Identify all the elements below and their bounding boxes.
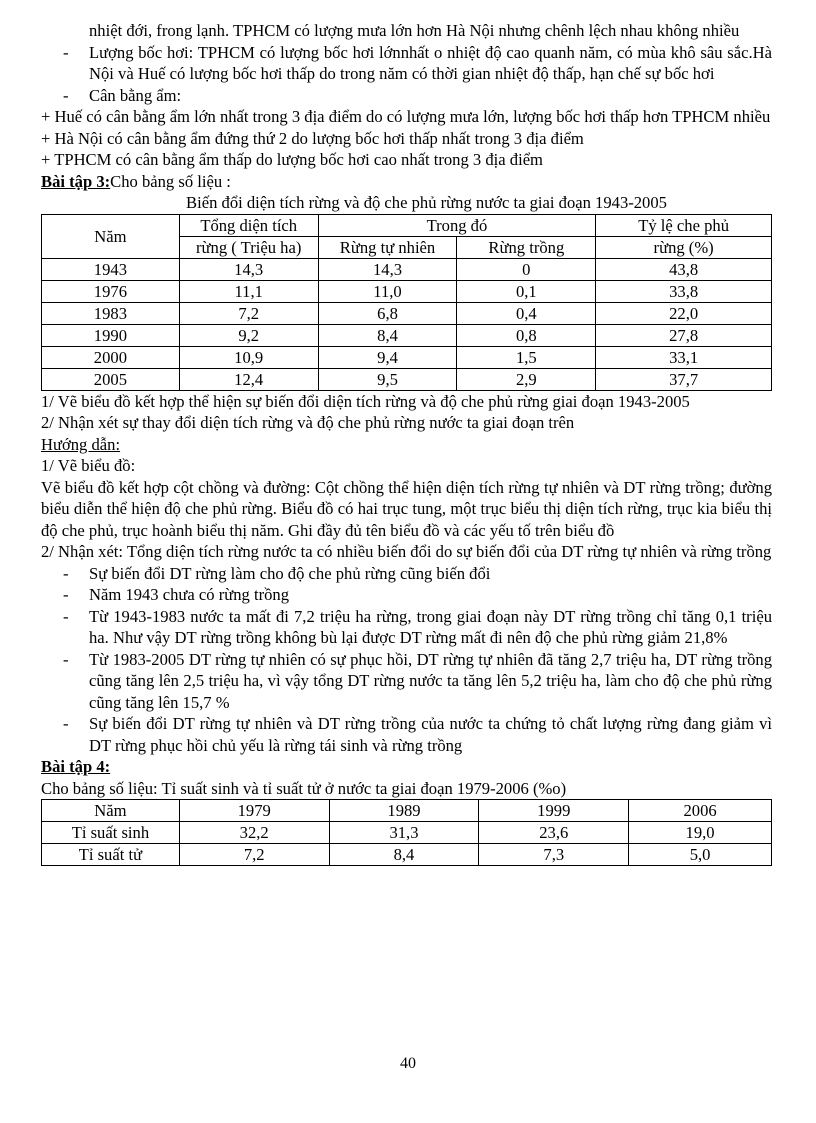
table-cell: 19,0 [629,822,772,844]
table-cell: 1943 [42,258,180,280]
table-cell: 7,2 [179,302,318,324]
table-cell: 8,4 [318,324,457,346]
table-row [42,822,772,844]
table-cell: Tỉ suất sinh [42,822,180,844]
document-page [41,20,772,866]
table-cell: 0 [457,258,596,280]
table-cell: 31,3 [329,822,479,844]
table-row [42,346,772,368]
table-cell: 0,1 [457,280,596,302]
header-total-1: Tổng diện tích [179,214,318,236]
table-cell: 11,1 [179,280,318,302]
table-header-cell: 1989 [329,800,479,822]
hanoi-text: + Hà Nội có cân bằng ẩm đứng thứ 2 do lượng bốc hơi thấp nhất trong 3 địa điểm [41,128,584,148]
exercise-3-heading [41,171,772,193]
question-2: 2/ Nhận xét sự thay đổi diện tích rừng và độ che phủ rừng nước ta giai đoạn trên [41,413,575,432]
table-row [42,324,772,346]
table-cell: 33,8 [596,280,772,302]
balance-item: - Cân bằng ẩm: [63,85,182,105]
forest-table [41,214,772,391]
list-item: - Năm 1943 chưa có rừng trồng [63,585,290,604]
table-cell: 9,5 [318,368,457,390]
table-header-cell: 1979 [179,800,329,822]
list-item: - Từ 1983-2005 DT rừng tự nhiên có sự phục hồi, DT rừng tự nhiên đã tăng 2,7 triệu ha, DT rừng trồng cũng tăng lên 2,5 triệu ha, vì vậy tổng DT rừng nước ta tăng lên 5,2 triệu ha, làm cho độ che phủ rừng cũng tăng lên 15,7 % [63,649,772,712]
birth-death-table [41,799,772,866]
exercise-3-table-caption: Biến đổi diện tích rừng và độ che phủ rừng nước ta giai đoạn 1943-2005 [186,193,667,212]
table-cell: 7,2 [179,844,329,866]
evaporation-text: Lượng bốc hơi: TPHCM có lượng bốc hơi lớnnhất o nhiệt độ cao quanh năm, có mùa khô sâu sắc.Hà Nội và Huế có lượng bốc hơi thấp do trong năm có thời gian nhiệt độ thấp, hạn chế sự bốc hơi [89,42,772,83]
table-cell: 6,8 [318,302,457,324]
table-cell: 37,7 [596,368,772,390]
table-header-cell: Năm [42,800,180,822]
table-header-cell: 2006 [629,800,772,822]
list-item-text: Sự biến đổi DT rừng tự nhiên và DT rừng trồng của nước ta chứng tỏ chất lượng rừng đang giảm vì DT rừng phục hồi chủ yếu là rừng tái sinh và rừng trồng [89,714,772,755]
evaporation-item: - Lượng bốc hơi: TPHCM có lượng bốc hơi lớnnhất o nhiệt độ cao quanh năm, có mùa khô sâu sắc.Hà Nội và Huế có lượng bốc hơi thấp do trong năm có thời gian nhiệt độ thấp, hạn chế sự bốc hơi [63,42,772,83]
table-cell: 1990 [42,324,180,346]
page-number: 40 [400,1055,416,1072]
table-cell: 10,9 [179,346,318,368]
exercise-3-label: Bài tập 3: [41,171,111,191]
table-cell: 9,2 [179,324,318,346]
table-row [42,302,772,324]
exercise-4-label: Bài tập 4: [41,757,111,776]
table-cell: 27,8 [596,324,772,346]
header-natural: Rừng tự nhiên [318,236,457,258]
table-cell: 1976 [42,280,180,302]
table-cell: 2,9 [457,368,596,390]
table-cell: 14,3 [179,258,318,280]
header-total-2: rừng ( Triệu ha) [179,236,318,258]
table-cell: 0,4 [457,302,596,324]
list-item-text: Sự biến đổi DT rừng làm cho độ che phủ rừng cũng biến đổi [89,563,491,583]
guide-1-text: Vẽ biểu đồ kết hợp cột chồng và đường: Cột chồng thể hiện diện tích rừng tự nhiên và DT rừng trồng; đường biểu diễn thể hiện độ che phủ rừng. Biểu đồ có hai trục tung, một trục biểu thị diện tích rừng, trục kia biểu thị độ che phủ, trục hoành biểu thị năm. Ghi đầy đủ tên biểu đồ và các yếu tố trên biểu đồ [41,477,772,540]
list-item-text: Năm 1943 chưa có rừng trồng [89,585,290,604]
table-cell: 12,4 [179,368,318,390]
list-item-text: Từ 1943-1983 nước ta mất đi 7,2 triệu ha rừng, trong giai đoạn này DT rừng trồng chỉ tăng 0,1 triệu ha. Như vậy DT rừng trồng không bù lại được DT rừng mất đi nên độ che phủ rừng giảm 21,8% [89,606,772,647]
list-item-text: Từ 1983-2005 DT rừng tự nhiên có sự phục hồi, DT rừng tự nhiên đã tăng 2,7 triệu ha, DT rừng trồng cũng tăng lên 2,5 triệu ha, vì vậy tổng DT rừng nước ta tăng lên 5,2 triệu ha, làm cho độ che phủ rừng cũng tăng lên 15,7 % [89,649,772,712]
hue-text: + Huế có cân bằng ẩm lớn nhất trong 3 địa điểm do có lượng mưa lớn, lượng bốc hơi thấp hơn TPHCM nhiều [41,107,771,126]
question-1: 1/ Vẽ biểu đồ kết hợp thể hiện sự biến đổi diện tích rừng và độ che phủ rừng giai đoạn 1943-2005 [41,391,690,411]
header-cover-1: Tỷ lệ che phủ [596,214,772,236]
guide-heading: Hướng dẫn: [41,434,121,454]
table-cell: 1983 [42,302,180,324]
table-cell: 5,0 [629,844,772,866]
table-row [42,280,772,302]
list-item: - Từ 1943-1983 nước ta mất đi 7,2 triệu ha rừng, trong giai đoạn này DT rừng trồng chỉ tăng 0,1 triệu ha. Như vậy DT rừng trồng không bù lại được DT rừng mất đi nên độ che phủ rừng giảm 21,8% [63,606,772,647]
table-cell: 33,1 [596,346,772,368]
table-cell: 0,8 [457,324,596,346]
intro-rain-text: nhiệt đới, frong lạnh. TPHCM có lượng mưa lớn hơn Hà Nội nhưng chênh lệch nhau không nhiều [89,21,740,40]
table-row [42,368,772,390]
exercise-4-caption: Cho bảng số liệu: Tỉ suất sinh và tỉ suất tử ở nước ta giai đoạn 1979-2006 (%o) [41,778,567,798]
guide-2-text: 2/ Nhận xét: Tổng diện tích rừng nước ta có nhiều biến đổi do sự biến đổi của DT rừng tự nhiên và rừng trồng [41,542,772,561]
exercise-3-lead: Cho bảng số liệu : [110,171,231,191]
list-item: - Sự biến đổi DT rừng làm cho độ che phủ rừng cũng biến đổi [63,563,491,583]
header-cover-2: rừng (%) [596,236,772,258]
table-cell: 11,0 [318,280,457,302]
table-cell: 43,8 [596,258,772,280]
header-planted: Rừng trồng [457,236,596,258]
table-row [42,258,772,280]
table-cell: 22,0 [596,302,772,324]
header-year: Năm [42,214,180,258]
table-row [42,844,772,866]
table-cell: 2005 [42,368,180,390]
guide-1-heading: 1/ Vẽ biểu đồ: [41,456,136,475]
table-cell: 1,5 [457,346,596,368]
table-cell: 9,4 [318,346,457,368]
table-cell: 7,3 [479,844,629,866]
header-of-which: Trong đó [318,214,596,236]
table-cell: Tỉ suất tử [42,844,180,866]
table-cell: 2000 [42,346,180,368]
table-cell: 32,2 [179,822,329,844]
table-header-row [42,800,772,822]
hcm-text: + TPHCM có cân bằng ẩm thấp do lượng bốc hơi cao nhất trong 3 địa điểm [41,150,543,169]
balance-text: Cân bằng ẩm: [89,85,182,105]
list-item: - Sự biến đổi DT rừng tự nhiên và DT rừng trồng của nước ta chứng tỏ chất lượng rừng đang giảm vì DT rừng phục hồi chủ yếu là rừng tái sinh và rừng trồng [63,714,772,755]
table-cell: 8,4 [329,844,479,866]
remarks-list [41,563,772,757]
table-cell: 14,3 [318,258,457,280]
table-header-cell: 1999 [479,800,629,822]
table-cell: 23,6 [479,822,629,844]
